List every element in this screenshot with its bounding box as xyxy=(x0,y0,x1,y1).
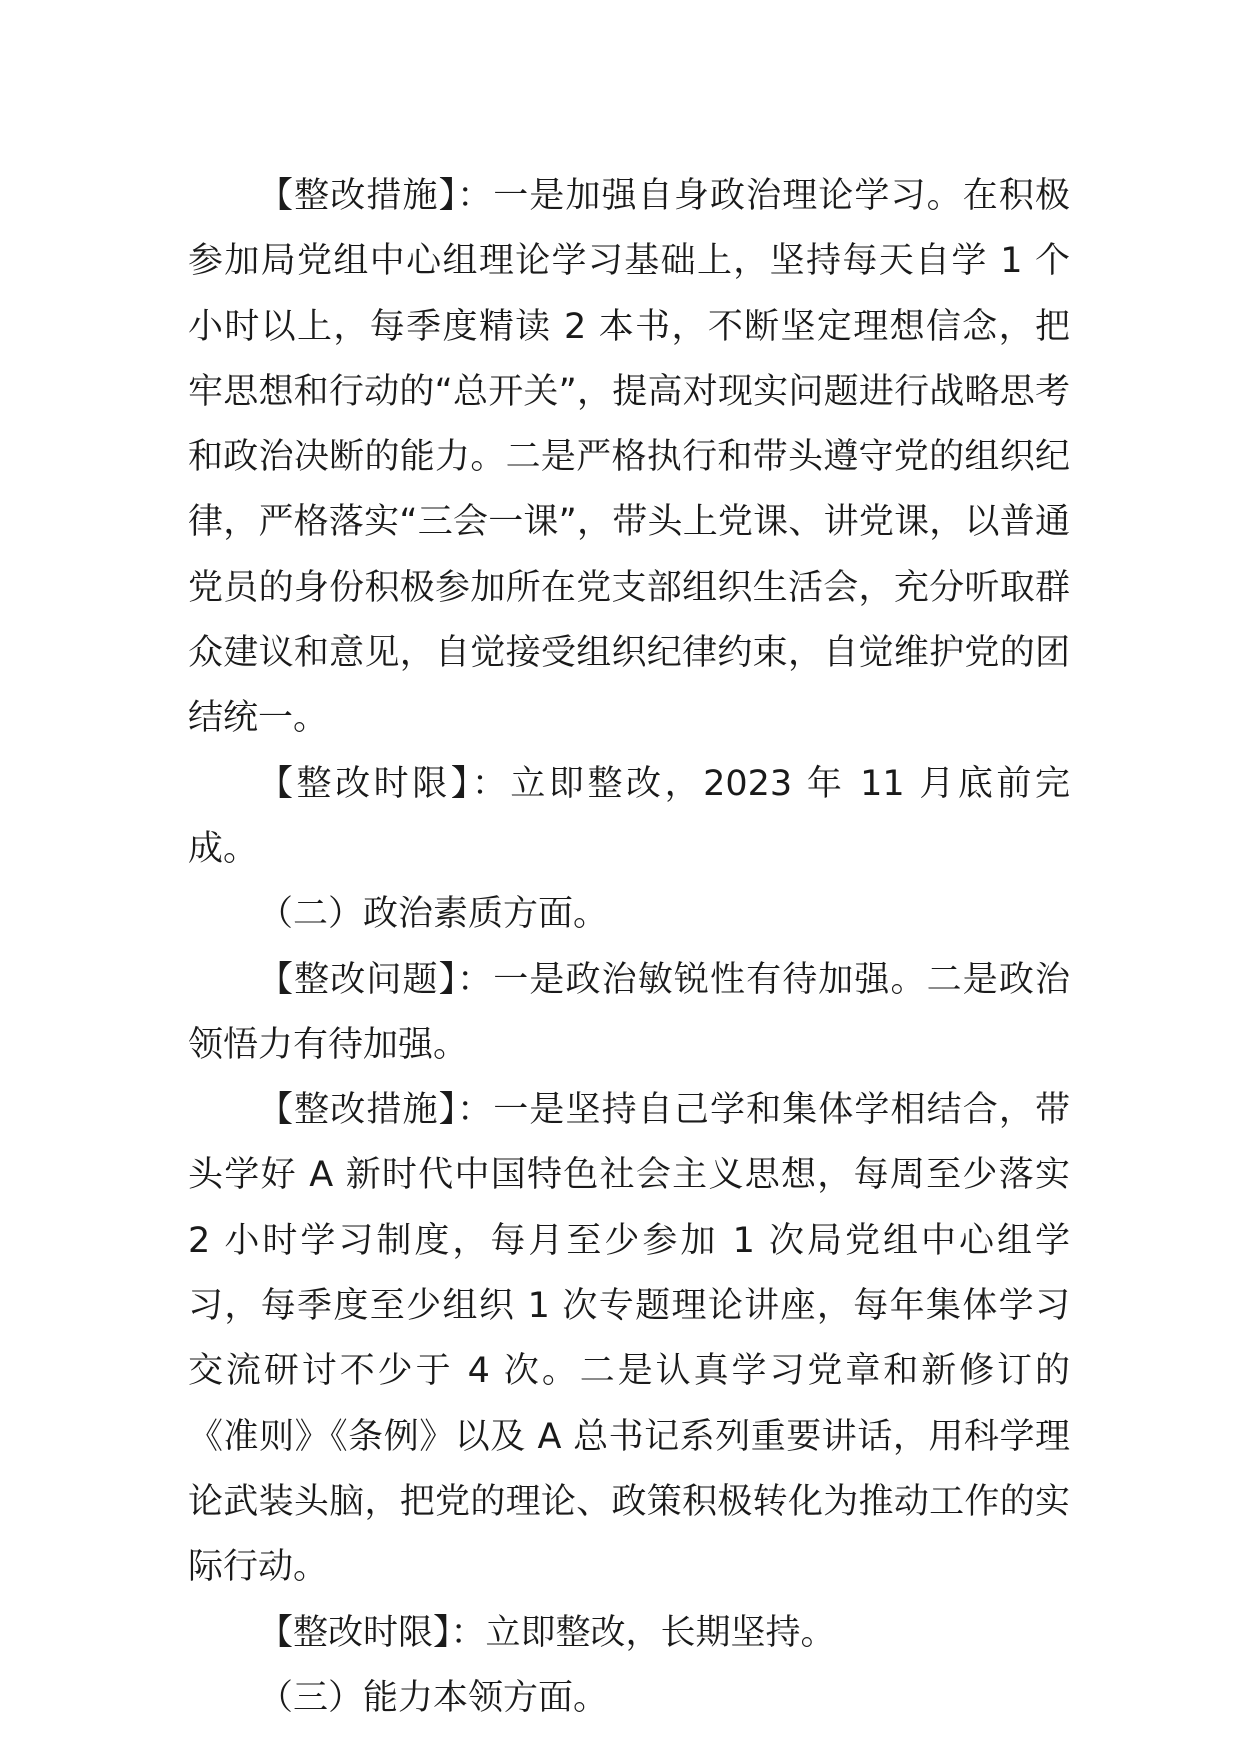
section-heading-political-quality: （二）政治素质方面。 xyxy=(258,894,609,935)
paragraph-deadline-2: 【整改时限】：立即整改，长期坚持。 xyxy=(258,1612,836,1653)
paragraph-problems-2: 【整改问题】：一是政治敏锐性有待加强。二是政治领悟力有待加强。 xyxy=(188,959,1070,1065)
paragraph-measures-1: 【整改措施】：一是加强自身政治理论学习。在积极参加局党组中心组理论学习基础上，坚持每天自学 1 个小时以上，每季度精读 2 本书，不断坚定理想信念，把牢思想和行动的“总开关”，提高对现实问题进行战略思考和政治决断的能力。二是严格执行和带头遵守党的组织纪律，严格落实“三会一课”，带头上党课、讲党课，以普通党员的身份积极参加所在党支部组织生活会，充分听取群众建议和意见，自觉接受组织纪律约束，自觉维护党的团结统一。 xyxy=(188,176,1070,739)
document-body xyxy=(188,164,1070,1731)
paragraph-deadline-1: 【整改时限】：立即整改，2023 年 11 月底前完成。 xyxy=(188,763,1070,869)
paragraph-measures-2: 【整改措施】：一是坚持自己学和集体学相结合，带头学好 A 新时代中国特色社会主义思想，每周至少落实 2 小时学习制度，每月至少参加 1 次局党组中心组学习，每季度至少组织 1 次专题理论讲座，每年集体学习交流研讨不少于 4 次。二是认真学习党章和新修订的《准则》《条例》以及 A 总书记系列重要讲话，用科学理论武装头脑，把党的理论、政策积极转化为推动工作的实际行动。 xyxy=(188,1090,1070,1588)
section-heading-ability: （三）能力本领方面。 xyxy=(258,1677,609,1718)
